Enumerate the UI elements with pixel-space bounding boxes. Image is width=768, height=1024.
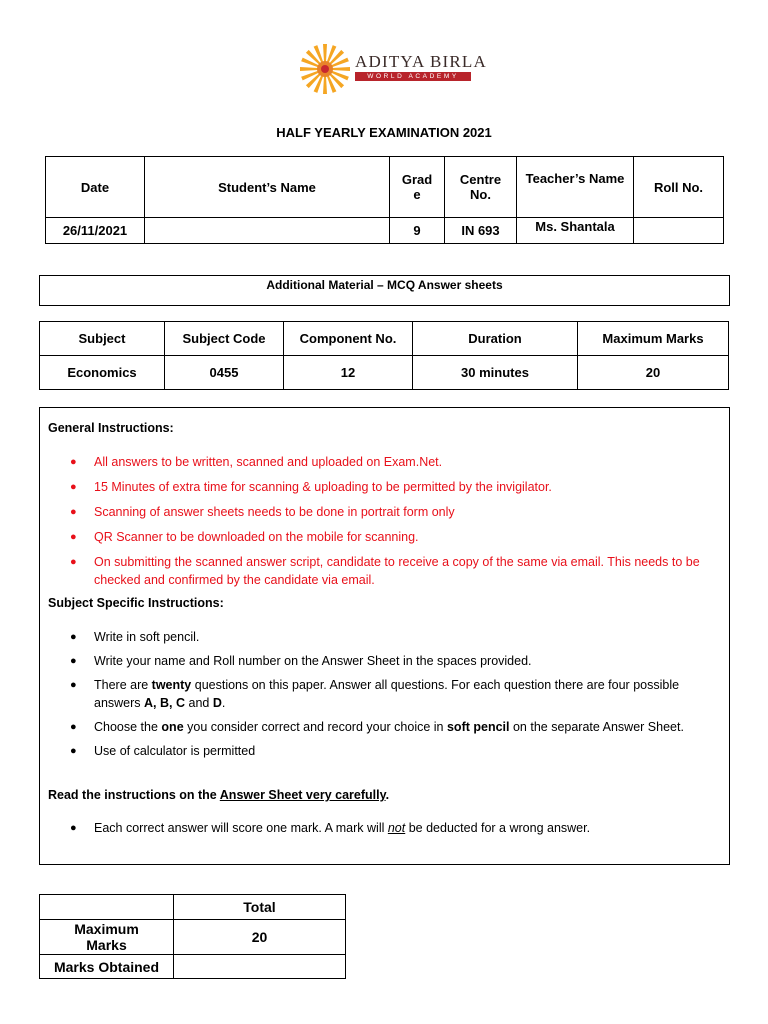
instructions-box <box>39 407 730 865</box>
total-header-row <box>40 895 346 920</box>
list-item: ● Write in soft pencil. <box>70 630 200 644</box>
list-item: ● There are twenty questions on this paper. Answer all questions. For each question there are four possible answers A, B, C and D. <box>70 678 680 710</box>
bullet-icon: ● <box>70 655 77 667</box>
logo-name: ADITYA BIRLA <box>355 52 487 71</box>
subject-table <box>39 321 729 390</box>
centre-value: IN 693 <box>445 218 517 244</box>
scoring-list <box>48 819 721 837</box>
total-header: Total <box>174 895 346 920</box>
subject-header: Subject <box>40 322 165 356</box>
page-title: HALF YEARLY EXAMINATION 2021 <box>276 125 492 140</box>
teacher-value: Ms. Shantala <box>517 218 634 244</box>
subject-value: Economics <box>40 356 165 390</box>
centre-header: Centre No. <box>445 157 517 218</box>
marks-obtained-row <box>40 955 346 979</box>
component-value: 12 <box>284 356 413 390</box>
list-item: ● Choose the one you consider correct and record your choice in soft pencil on the separate Answer Sheet. <box>70 720 684 734</box>
bullet-icon: ● <box>70 531 77 543</box>
list-item: ● Use of calculator is permitted <box>70 744 256 758</box>
student-name-header: Student’s Name <box>145 157 390 218</box>
duration-value: 30 minutes <box>413 356 578 390</box>
info-header-row <box>46 157 724 218</box>
list-item: ● Scanning of answer sheets needs to be done in portrait form only <box>70 505 455 519</box>
bullet-icon: ● <box>70 822 77 834</box>
bullet-icon: ● <box>70 679 77 691</box>
teacher-header: Teacher’s Name <box>517 157 634 218</box>
list-item: ● All answers to be written, scanned and uploaded on Exam.Net. <box>70 455 443 469</box>
additional-material: Additional Material – MCQ Answer sheets <box>39 275 730 306</box>
duration-header: Duration <box>413 322 578 356</box>
student-name-field[interactable] <box>145 218 390 244</box>
max-marks-row <box>40 920 346 955</box>
max-marks-value: 20 <box>578 356 729 390</box>
roll-number-field[interactable] <box>634 218 724 244</box>
total-table <box>39 894 346 979</box>
list-item: ● Each correct answer will score one mark. A mark will not be deducted for a wrong answer. <box>70 821 591 835</box>
marks-obtained-field[interactable] <box>174 955 346 979</box>
total-corner-cell <box>40 895 174 920</box>
date-value: 26/11/2021 <box>46 218 145 244</box>
marks-obtained-label: Marks Obtained <box>40 955 174 979</box>
subject-code-value: 0455 <box>165 356 284 390</box>
bullet-icon: ● <box>70 745 77 757</box>
info-value-row <box>46 218 724 244</box>
list-item: ● QR Scanner to be downloaded on the mobile for scanning. <box>70 530 419 544</box>
info-table <box>45 156 724 244</box>
list-item: ● Write your name and Roll number on the Answer Sheet in the spaces provided. <box>70 654 532 668</box>
read-instructions-note: Read the instructions on the Answer Sheet very carefully. <box>48 788 390 802</box>
specific-instructions-heading: Subject Specific Instructions: <box>48 596 224 610</box>
bullet-icon: ● <box>70 556 77 568</box>
max-marks-total: 20 <box>174 920 346 955</box>
date-header: Date <box>46 157 145 218</box>
component-header: Component No. <box>284 322 413 356</box>
grade-value: 9 <box>390 218 445 244</box>
sun-emblem-icon <box>298 42 352 96</box>
bullet-icon: ● <box>70 481 77 493</box>
bullet-icon: ● <box>70 631 77 643</box>
school-logo <box>298 42 487 96</box>
logo-tagline: WORLD ACADEMY <box>355 72 471 81</box>
bullet-icon: ● <box>70 721 77 733</box>
general-instructions-heading: General Instructions: <box>48 421 174 435</box>
subject-value-row <box>40 356 729 390</box>
subject-code-header: Subject Code <box>165 322 284 356</box>
roll-header: Roll No. <box>634 157 724 218</box>
bullet-icon: ● <box>70 456 77 468</box>
bullet-icon: ● <box>70 506 77 518</box>
subject-header-row <box>40 322 729 356</box>
list-item: ● On submitting the scanned answer script, candidate to receive a copy of the same via email. This needs to be checked and confirmed by the candidate via email. <box>70 555 700 587</box>
specific-instructions-list <box>48 628 721 760</box>
max-marks-label: Maximum Marks <box>40 920 174 955</box>
grade-header: Grad e <box>390 157 445 218</box>
list-item: ● 15 Minutes of extra time for scanning & uploading to be permitted by the invigilator. <box>70 480 552 494</box>
general-instructions-list <box>48 453 721 589</box>
max-marks-header: Maximum Marks <box>578 322 729 356</box>
